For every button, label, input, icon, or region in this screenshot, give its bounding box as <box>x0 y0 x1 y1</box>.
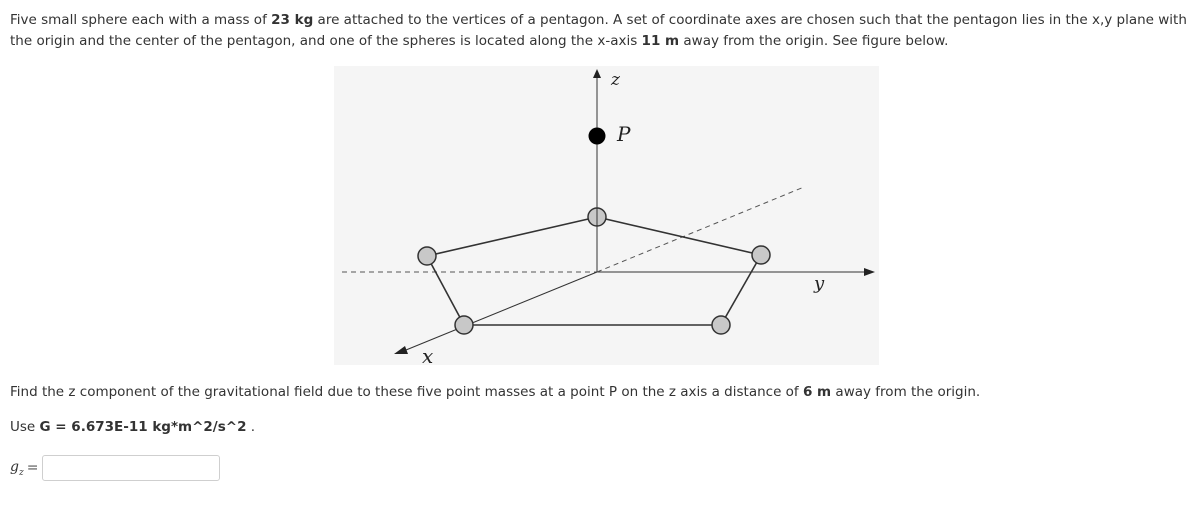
constant-suffix: . <box>246 419 256 435</box>
pentagon-figure <box>334 66 879 365</box>
answer-row <box>10 453 220 483</box>
point-p-marker <box>589 128 606 145</box>
answer-label <box>10 459 24 478</box>
constant-prefix: Use <box>10 419 40 435</box>
x-axis <box>406 272 597 350</box>
point-p-label: P <box>617 122 631 146</box>
question-text-1: Find the z component of the gravitational field due to these five point masses at a point P on the z axis a distance of <box>10 384 803 400</box>
answer-equals: = <box>26 460 39 476</box>
sphere-icon <box>712 316 730 334</box>
intro-text-1: Five small sphere each with a mass of <box>10 12 272 28</box>
constant-note <box>10 418 255 436</box>
mass-value: 23 kg <box>271 12 314 28</box>
intro-text-2: are attached to the vertices of a pentagon. A set of coordinate axes are chosen such that the pentagon lies in the x,y plane with the origin and the center of the pentagon, and one of the spheres is located along the x-axis <box>10 12 1187 49</box>
z-axis-label: z <box>611 70 620 90</box>
pentagon-edges <box>427 217 761 325</box>
y-axis-label: y <box>814 273 825 294</box>
answer-subscript: z <box>18 467 24 478</box>
problem-statement <box>10 10 1190 52</box>
constant-value: G = 6.673E-11 kg*m^2/s^2 <box>39 419 247 435</box>
gz-answer-input[interactable] <box>42 455 220 481</box>
sphere-icon <box>418 247 436 265</box>
y-axis-arrow <box>864 268 875 276</box>
sphere-icon <box>455 316 473 334</box>
sphere-icon <box>752 246 770 264</box>
question-text-2: away from the origin. <box>831 384 981 400</box>
intro-text-3: away from the origin. See figure below. <box>679 33 949 49</box>
x-axis-arrow <box>394 346 408 354</box>
z-axis-arrow <box>593 69 601 78</box>
p-distance-value: 6 m <box>802 384 832 400</box>
x-distance-value: 11 m <box>641 33 680 49</box>
x-axis-label: x <box>422 344 434 365</box>
answer-symbol: g <box>10 458 19 475</box>
x-axis-negative <box>597 187 804 272</box>
pentagon-diagram <box>334 66 879 365</box>
question-text <box>10 383 980 401</box>
